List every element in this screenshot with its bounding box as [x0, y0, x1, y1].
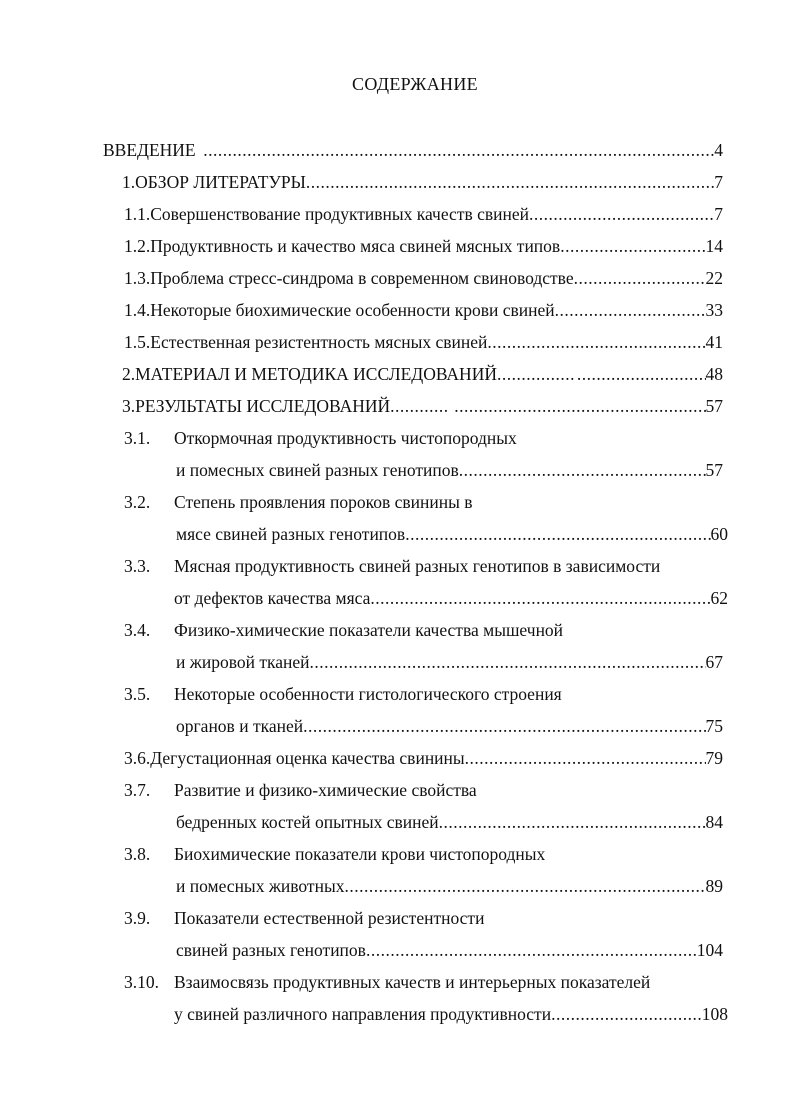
leader-dots [459, 458, 706, 482]
toc-entry-number: 1.1. [124, 204, 151, 224]
toc-page-number: 7 [714, 204, 723, 224]
toc-entry-number: 3.4. [124, 620, 151, 640]
toc-entry-title: Физико-химические показатели качества мышечной [174, 620, 564, 640]
toc-entry-introduction[interactable] [103, 138, 723, 162]
leader-dots [465, 746, 706, 770]
toc-entry-number: 3.3. [124, 556, 151, 576]
toc-entry-3-10-continuation[interactable] [174, 1002, 728, 1026]
toc-entry-title: Биохимические показатели крови чистопородных [174, 844, 546, 864]
toc-entry-3-4-continuation[interactable] [176, 650, 723, 674]
toc-page-number: 33 [705, 300, 723, 320]
leader-dots [344, 874, 705, 898]
toc-entry-number: 3.10. [124, 972, 159, 992]
toc-entry-3-8[interactable] [124, 842, 723, 866]
leader-dots [574, 266, 706, 290]
toc-entry-title: ВВЕДЕНИЕ [103, 140, 196, 160]
leader-dots [366, 938, 697, 962]
toc-entry-title: мясе свиней разных генотипов [176, 524, 406, 544]
toc-entry-title: и помесных животных [176, 876, 345, 896]
toc-entry-number: 1. [122, 172, 136, 192]
toc-entry-3-6[interactable] [124, 746, 723, 770]
toc-entry-3-9-continuation[interactable] [176, 938, 723, 962]
toc-page-number: 57 [705, 396, 723, 416]
toc-entry-title: Некоторые биохимические особенности крови свиней [150, 300, 555, 320]
toc-entry-title: бедренных костей опытных свиней [176, 812, 439, 832]
toc-page-number: 89 [705, 876, 723, 896]
toc-entry-3-7-continuation[interactable] [176, 810, 723, 834]
toc-entry-number: 2. [122, 364, 136, 384]
toc-entry-number: 3. [122, 396, 136, 416]
toc-page-number: 7 [714, 172, 723, 192]
toc-page-number: 41 [705, 332, 723, 352]
toc-page-number: 22 [705, 268, 723, 288]
toc-entry-3-4[interactable] [124, 618, 723, 642]
toc-entry-number: 3.6. [124, 748, 151, 768]
toc-entry-title: свиней разных генотипов [176, 940, 366, 960]
leader-dots [487, 330, 705, 354]
toc-entry-title: Мясная продуктивность свиней разных генотипов в зависимости [174, 556, 661, 576]
toc-entry-chapter-2[interactable] [122, 362, 723, 386]
toc-entry-number: 1.4. [124, 300, 151, 320]
leader-dots [405, 522, 710, 546]
leader-dots [454, 394, 705, 418]
toc-entry-3-3[interactable] [124, 554, 728, 578]
toc-entry-title: Показатели естественной резистентности [174, 908, 485, 928]
toc-entry-3-2-continuation[interactable] [176, 522, 728, 546]
leader-dots [577, 362, 706, 386]
leader-dots [306, 170, 714, 194]
toc-entry-title: Развитие и физико-химические свойства [174, 780, 477, 800]
leader-dots [560, 234, 705, 258]
toc-entry-number: 3.7. [124, 780, 151, 800]
toc-page-number: 14 [705, 236, 723, 256]
toc-entry-number: 3.2. [124, 492, 151, 512]
toc-entry-3-1[interactable] [124, 426, 723, 450]
toc-entry-title: Естественная резистентность мясных свиней [150, 332, 488, 352]
toc-entry-1-2[interactable] [124, 234, 723, 258]
toc-entry-3-8-continuation[interactable] [176, 874, 723, 898]
toc-page-number: 4 [714, 140, 723, 160]
toc-entry-title: Проблема стресс-синдрома в современном свиноводстве [150, 268, 574, 288]
toc-entry-title: у свиней различного направления продуктивности [174, 1004, 552, 1024]
toc-entry-title: и жировой тканей [176, 652, 310, 672]
toc-entry-3-9[interactable] [124, 906, 723, 930]
toc-entry-number: 1.5. [124, 332, 151, 352]
toc-page-number: 57 [705, 460, 723, 480]
toc-page-number: 60 [710, 524, 728, 544]
toc-entry-title: органов и тканей [176, 716, 304, 736]
toc-entry-3-1-continuation[interactable] [176, 458, 723, 482]
toc-entry-number: 3.1. [124, 428, 151, 448]
leader-dots [555, 298, 706, 322]
toc-entry-3-2[interactable] [124, 490, 723, 514]
toc-entry-title: Взаимосвязь продуктивных качеств и интерьерных показателей [174, 972, 651, 992]
toc-page-number: 75 [705, 716, 723, 736]
toc-entry-number: 3.9. [124, 908, 151, 928]
toc-entry-title: Продуктивность и качество мяса свиней мясных типов [150, 236, 561, 256]
leader-dots [551, 1002, 702, 1026]
toc-entry-title: и помесных свиней разных генотипов [176, 460, 459, 480]
toc-page-number: 84 [705, 812, 723, 832]
toc-entry-number: 1.3. [124, 268, 151, 288]
leader-dots [439, 810, 706, 834]
toc-entry-chapter-1[interactable] [122, 170, 723, 194]
toc-page-number: 67 [705, 652, 723, 672]
toc-entry-1-5[interactable] [124, 330, 723, 354]
leader-dots [309, 650, 705, 674]
toc-entry-title: от дефектов качества мяса [174, 588, 371, 608]
leader-dots [203, 138, 714, 162]
leader-dots [497, 362, 575, 386]
toc-page-number: 62 [710, 588, 728, 608]
toc-entry-3-10[interactable] [124, 970, 728, 994]
leader-dots [303, 714, 705, 738]
toc-page-number: 48 [705, 364, 723, 384]
toc-entry-title: РЕЗУЛЬТАТЫ ИССЛЕДОВАНИЙ [135, 396, 391, 416]
toc-entry-title: Откормочная продуктивность чистопородных [174, 428, 517, 448]
toc-entry-title: МАТЕРИАЛ И МЕТОДИКА ИССЛЕДОВАНИЙ [135, 364, 497, 384]
leader-dots [370, 586, 710, 610]
toc-page-number: 79 [705, 748, 723, 768]
toc-entry-title: Степень проявления пороков свинины в [174, 492, 473, 512]
leader-dots [390, 394, 448, 418]
toc-entry-3-5-continuation[interactable] [176, 714, 723, 738]
toc-page-number: 108 [701, 1004, 728, 1024]
leader-dots [529, 202, 714, 226]
toc-entry-title: ОБЗОР ЛИТЕРАТУРЫ [135, 172, 306, 192]
toc-entry-1-1[interactable] [124, 202, 723, 226]
toc-entry-title: Некоторые особенности гистологического строения [174, 684, 562, 704]
toc-entry-3-5[interactable] [124, 682, 723, 706]
toc-entry-title: Совершенствование продуктивных качеств свиней [150, 204, 530, 224]
toc-entry-number: 1.2. [124, 236, 151, 256]
toc-entry-3-7[interactable] [124, 778, 723, 802]
page-title: СОДЕРЖАНИЕ [352, 74, 478, 94]
toc-entry-3-3-continuation[interactable] [174, 586, 728, 610]
toc-entry-number: 3.8. [124, 844, 151, 864]
toc-page-number: 104 [696, 940, 723, 960]
toc-entry-chapter-3[interactable] [122, 394, 723, 418]
toc-entry-1-4[interactable] [124, 298, 723, 322]
toc-entry-1-3[interactable] [124, 266, 723, 290]
toc-entry-number: 3.5. [124, 684, 151, 704]
toc-entry-title: Дегустационная оценка качества свинины [150, 748, 465, 768]
